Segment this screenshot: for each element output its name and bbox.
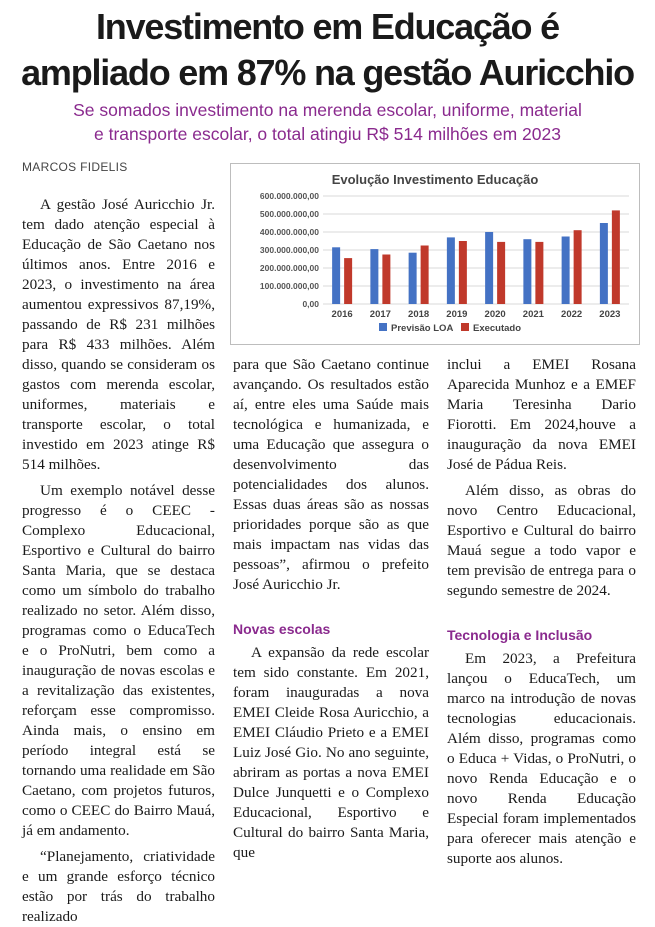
chart-y-tick-labels [260,191,319,309]
section-heading-tecnologia-inclusao: Tecnologia e Inclusão [447,627,593,643]
chart-title: Evolução Investimento Educação [331,172,539,187]
y-tick-label: 500.000.000,00 [259,209,319,219]
chart-gridlines [323,196,629,304]
legend-label: Previsão LOA [391,323,454,334]
y-tick-label: 300.000.000,00 [259,245,319,255]
bar-executado-2022 [574,230,582,304]
x-tick-label: 2022 [561,309,583,320]
bar-previsao-2016 [332,247,340,304]
bar-executado-2023 [612,210,620,304]
x-tick-label: 2020 [484,309,506,320]
section-heading-novas-escolas: Novas escolas [233,621,331,637]
bar-previsao-2017 [370,249,378,304]
subtitle [20,98,635,146]
y-tick-label: 0,00 [302,299,319,309]
paragraph: Em 2023, a Prefeitura lançou o EducaTech, um marco na introdução de novas tecnologias educacionais. Além disso, programas como o Educa + Vidas, o ProNutri, o novo Renda Educação e o novo Renda Educação Especial foram implementados para oferecer mais atenção e suporte aos alunos. [447,650,636,867]
paragraph: “Planejamento, criatividade e um grande esforço técnico estão por trás do trabalho realizado [22,848,215,925]
byline: MARCOS FIDELIS [22,160,128,174]
bar-previsao-2022 [562,237,570,305]
paragraph: A expansão da rede escolar tem sido constante. Em 2021, foram inauguradas a nova EMEI Cleide Rosa Auricchio, a EMEI Cláudio Prieto e a EMEI Luiz José Gio. No ano seguinte, abriram as portas a nova EMEI Dulce Junquetti e o Complexo Educacional, Esportivo e Cultural do bairro Santa Maria, que [233,644,429,861]
headline-line-2: ampliado em 87% na gestão Auricchio [21,52,634,93]
bar-previsao-2020 [485,232,493,304]
bar-previsao-2023 [600,223,608,304]
investment-chart [230,163,640,345]
paragraph: Além disso, as obras do novo Centro Educacional, Esportivo e Cultural do bairro Mauá segue a todo vapor e tem previsão de entrega para o segundo semestre de 2024. [447,482,636,599]
subtitle-line-2: e transporte escolar, o total atingiu R$ 514 milhões em 2023 [94,124,561,144]
chart-svg [231,164,639,344]
x-tick-label: 2017 [369,309,391,320]
x-tick-label: 2018 [408,309,430,320]
bar-previsao-2021 [523,239,531,304]
paragraph: Um exemplo notável desse progresso é o CEEC - Complexo Educacional, Esportivo e Cultural do bairro Santa Maria, que se destaca como um símbolo do trabalho realizado no setor. Além disso, programas como o EducaTech e o ProNutri, bem como a inauguração de novas escolas e a revitalização das existentes, reforçam esse compromisso. Ainda mais, o ensino em período integral está se tornando uma realidade em São Caetano, com projetos futuros, como o CEEC do Bairro Mauá, já em andamento. [22,482,215,839]
chart-bars [332,210,620,304]
bar-executado-2020 [497,242,505,304]
x-tick-label: 2019 [446,309,468,320]
paragraph: para que São Caetano continue avançando. Os resultados estão aí, entre eles uma Saúde mais tecnológica e humanizada, e uma Educação que assegura o desenvolvimento das potencialidades dos alunos. Essas duas áreas são as nossas prioridades porque são as que mais impactam nas vidas das pessoas”, afirmou o prefeito José Auricchio Jr. [233,356,429,593]
headline-line-1: Investimento em Educação é [96,6,559,47]
subtitle-line-1: Se somados investimento na merenda escolar, uniforme, material [73,100,582,120]
paragraph: inclui a EMEI Rosana Aparecida Munhoz e a EMEF Maria Teresinha Dario Fiorotti. Em 2024,houve a inauguração da nova EMEI José de Pádua Reis. [447,356,636,473]
x-tick-label: 2023 [599,309,621,320]
legend-label: Executado [473,323,522,334]
article-column-2 [233,355,429,863]
bar-executado-2016 [344,258,352,304]
x-tick-label: 2016 [331,309,353,320]
y-tick-label: 100.000.000,00 [259,281,319,291]
chart-legend [379,323,521,334]
y-tick-label: 200.000.000,00 [259,263,319,273]
y-tick-label: 400.000.000,00 [259,227,319,237]
bar-previsao-2018 [409,253,417,304]
bar-previsao-2019 [447,237,455,304]
legend-swatch [461,323,469,331]
article-column-3 [447,355,636,869]
headline [0,4,655,96]
bar-executado-2021 [535,242,543,304]
bar-executado-2019 [459,241,467,304]
chart-x-tick-labels [332,309,621,320]
bar-executado-2018 [421,246,429,305]
x-tick-label: 2021 [522,309,544,320]
legend-swatch [379,323,387,331]
y-tick-label: 600.000.000,00 [259,191,319,201]
article-column-1 [22,195,215,927]
paragraph: A gestão José Auricchio Jr. tem dado atenção especial à Educação de São Caetano nos últimos anos. Entre 2016 e 2023, o investimento na área aumentou expressivos 87,19%, passando de R$ 231 milhões para R$ 433 milhões. Além disso, quando se consideram os gastos com merenda escolar, uniformes, materiais e transporte escolar, o total investido em 2023 atinge R$ 514 milhões. [22,196,215,473]
bar-executado-2017 [382,255,390,305]
